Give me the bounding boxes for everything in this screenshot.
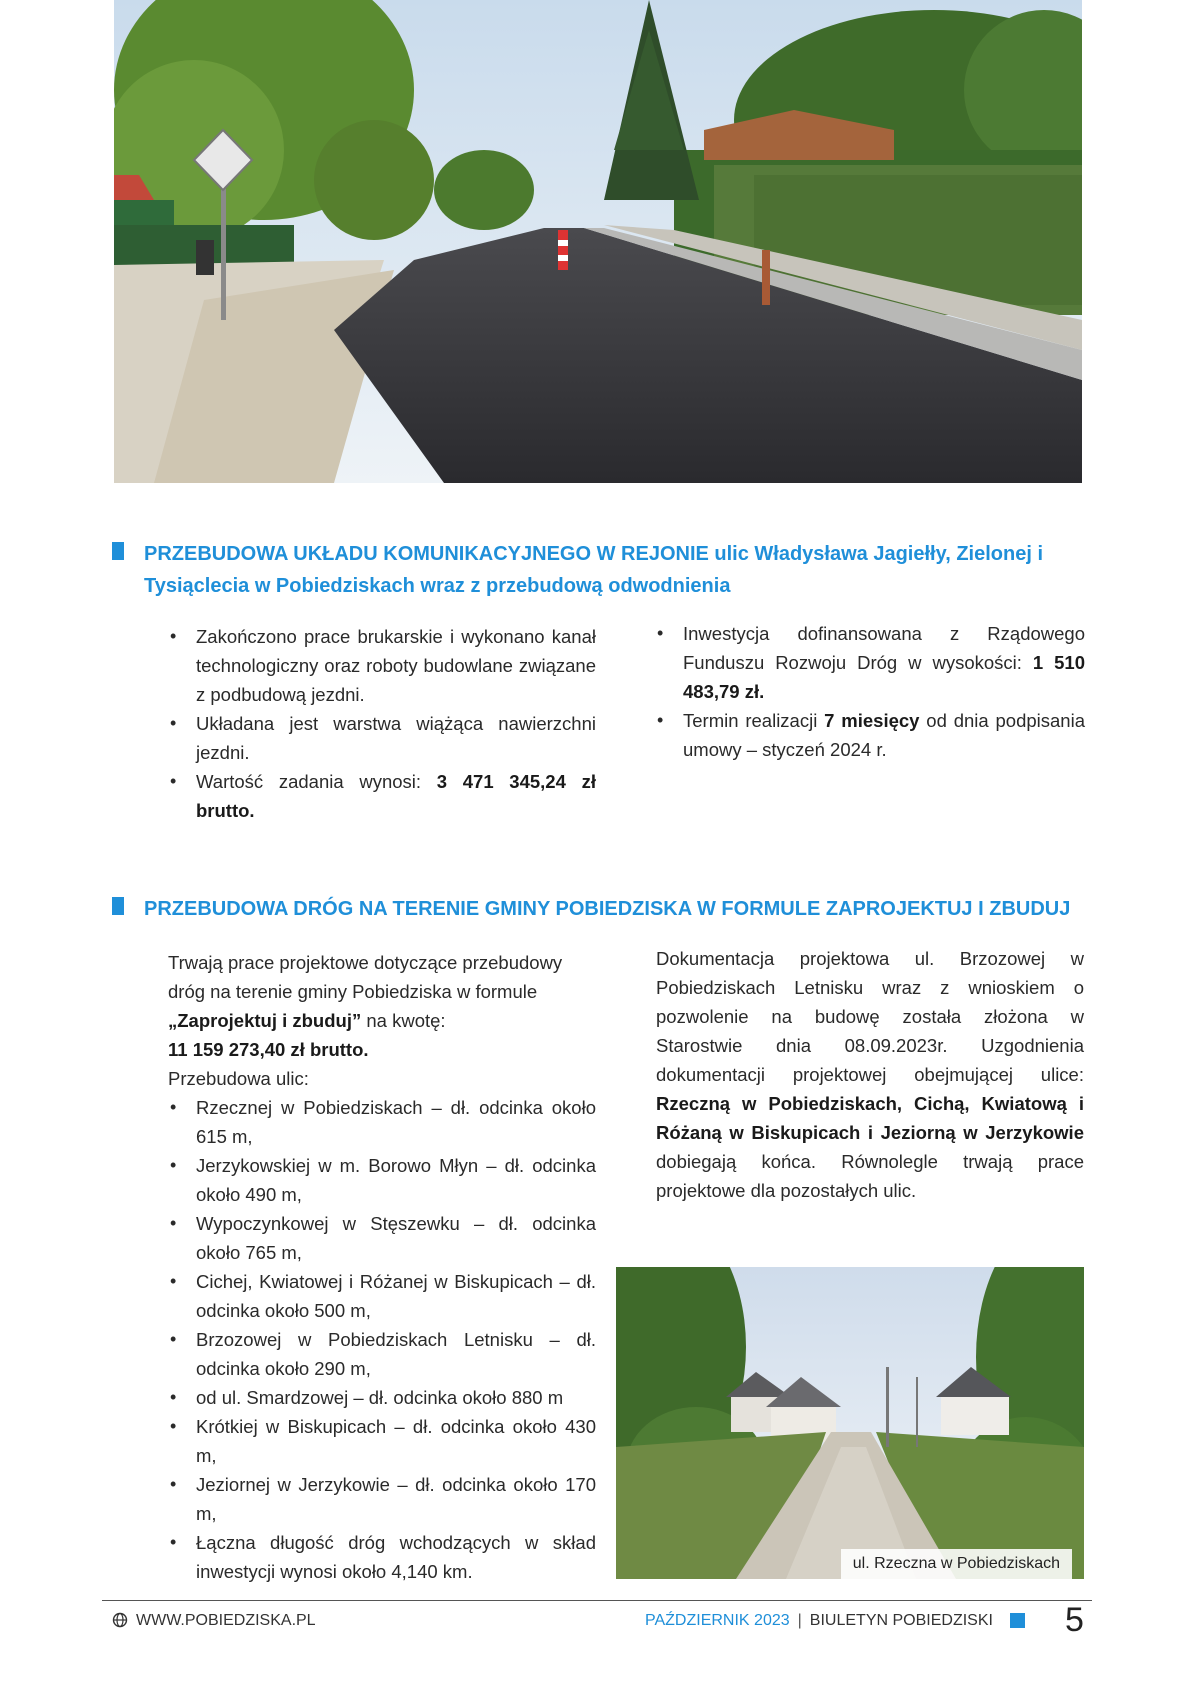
- footer-website[interactable]: [112, 1610, 316, 1632]
- section-marker-icon: [112, 897, 124, 915]
- list-item: • Wartość zadania wynosi: 3 471 345,24 zł brutto.: [168, 767, 596, 825]
- list-item: • Układana jest warstwa wiążąca nawierzchni jezdni.: [168, 709, 596, 767]
- footer-publication: [645, 1610, 1025, 1632]
- section2-heading: [112, 893, 1112, 925]
- globe-icon: [112, 1612, 128, 1628]
- list-item: • Jerzykowskiej w m. Borowo Młyn – dł. odcinka około 490 m,: [168, 1151, 596, 1209]
- streets-label: Przebudowa ulic:: [168, 1068, 309, 1089]
- list-item: • Zakończono prace brukarskie i wykonano kanał technologiczny oraz roboty budowlane związane z podbudową jezdni.: [168, 622, 596, 709]
- section1-title: PRZEBUDOWA UKŁADU KOMUNIKACYJNEGO W REJONIE ulic Władysława Jagiełły, Zielonej i Tysiąclecia w Pobiedziskach wraz z przebudową odwodnienia: [144, 543, 1044, 597]
- list-item: • Jeziornej w Jerzykowie – dł. odcinka około 170 m,: [168, 1470, 596, 1528]
- list-item: • Łączna długość dróg wchodzących w skład inwestycji wynosi około 4,140 km.: [168, 1528, 596, 1586]
- list-item: • Krótkiej w Biskupicach – dł. odcinka około 430 m,: [168, 1412, 596, 1470]
- issue-date: PAŹDZIERNIK 2023: [645, 1612, 790, 1629]
- section1-heading: [112, 538, 1112, 602]
- footer-divider: [102, 1600, 1092, 1601]
- section-marker-icon: [112, 542, 124, 560]
- rzeczna-street-photo: [616, 1267, 1084, 1579]
- amount: 11 159 273,40 zł brutto.: [168, 1039, 369, 1060]
- footer-marker-icon: [1010, 1613, 1025, 1628]
- publication-name: BIULETYN POBIEDZISKI: [809, 1612, 993, 1629]
- footer-separator: |: [797, 1612, 802, 1629]
- list-item: • Inwestycja dofinansowana z Rządowego Funduszu Rozwoju Dróg w wysokości: 1 510 483,79 zł.: [655, 619, 1085, 706]
- list-item: • Cichej, Kwiatowej i Różanej w Biskupicach – dł. odcinka około 500 m,: [168, 1267, 596, 1325]
- section1-left-column: [168, 622, 596, 825]
- list-item: • od ul. Smardzowej – dł. odcinka około 880 m: [168, 1383, 596, 1412]
- page-number: 5: [1065, 1601, 1084, 1639]
- section2-right-column: [656, 944, 1084, 1205]
- section2-title: PRZEBUDOWA DRÓG NA TERENIE GMINY POBIEDZISKA W FORMULE ZAPROJEKTUJ I ZBUDUJ: [144, 898, 1071, 920]
- photo-caption: ul. Rzeczna w Pobiedziskach: [841, 1549, 1072, 1579]
- list-item: • Brzozowej w Pobiedziskach Letnisku – dł. odcinka około 290 m,: [168, 1325, 596, 1383]
- section2-left-column: [168, 948, 596, 1586]
- section1-right-column: [655, 619, 1085, 764]
- list-item: • Termin realizacji 7 miesięcy od dnia podpisania umowy – styczeń 2024 r.: [655, 706, 1085, 764]
- top-road-photo: [114, 0, 1082, 483]
- intro-paragraph: Trwają prace projektowe dotyczące przebudowy dróg na terenie gminy Pobiedziska w formule „Zaprojektuj i zbuduj” na kwotę:: [168, 952, 563, 1031]
- documentation-paragraph: Dokumentacja projektowa ul. Brzozowej w Pobiedziskach Letnisku wraz z wnioskiem o pozwolenie na budowę została złożona w Starostwie dnia 08.09.2023r. Uzgodnienia dokumentacji projektowej obejmującej ulice: Rzeczną w Pobiedziskach, Cichą, Kwiatową i Różaną w Biskupicach i Jeziorną w Jerzykowie dobiegają końca. Równolegle trwają prace projektowe dla pozostałych ulic.: [656, 948, 1084, 1201]
- list-item: • Wypoczynkowej w Stęszewku – dł. odcinka około 765 m,: [168, 1209, 596, 1267]
- streets-list: [168, 1093, 596, 1586]
- website-link[interactable]: WWW.POBIEDZISKA.PL: [136, 1612, 316, 1629]
- list-item: • Rzecznej w Pobiedziskach – dł. odcinka około 615 m,: [168, 1093, 596, 1151]
